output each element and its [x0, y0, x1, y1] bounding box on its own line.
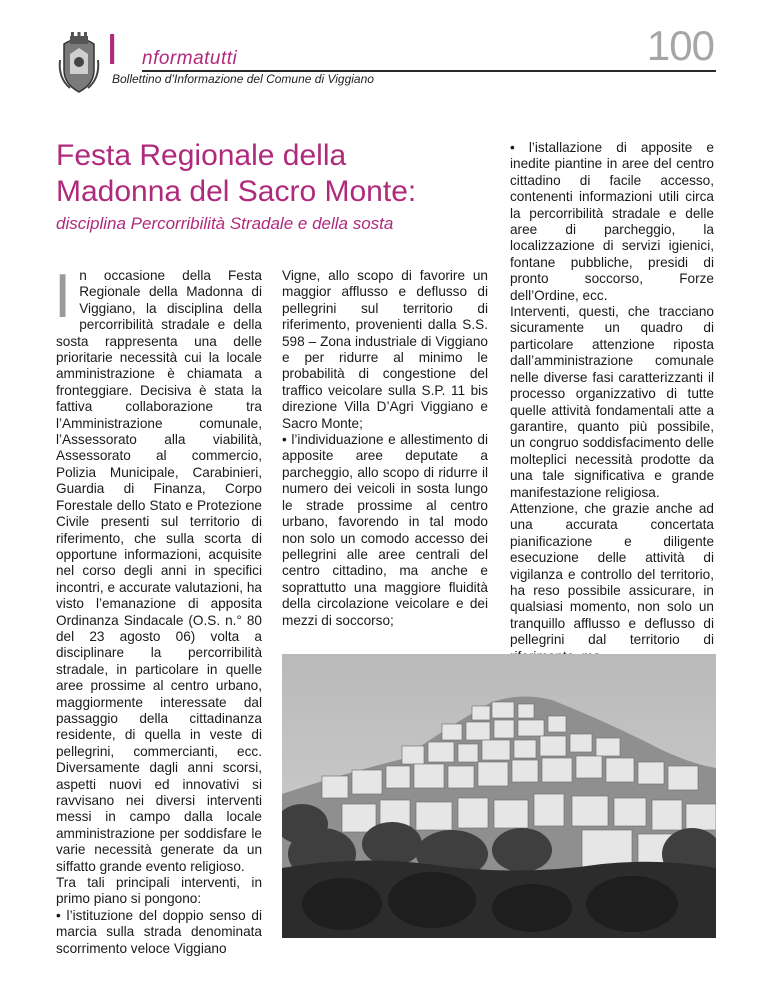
masthead-title: nformatutti: [142, 48, 238, 69]
text-column-2: [282, 268, 488, 629]
town-hillside-photo: [282, 654, 716, 938]
masthead-initial: I: [106, 25, 119, 74]
paragraph: Attenzione, che grazie anche ad una accurata concertata pianificazione e diligente esecuzione delle attività di vigilanza e controllo del territorio, ha reso possibile assicurare, in qualsiasi momento, non solo un tranquillo afflusso e deflusso di pellegrini dal territorio di: [510, 500, 714, 648]
town-crest-logo: [56, 30, 102, 94]
article-subtitle: disciplina Percorribilità Stradale e della sosta: [56, 214, 394, 233]
article-title-line-2: Madonna del Sacro Monte:: [56, 175, 417, 208]
text-column-1: [54, 262, 262, 957]
paragraph: Tra tali principali interventi, in primo piano si pongono:: [56, 875, 262, 907]
paragraph: • l’individuazione e allestimento di apposite aree deputate a parcheggio, allo scopo di ridurre il numero dei veicoli in sosta lungo le strade prossime al centro urbano, favorendo in tal modo non solo un comodo accesso dei pellegrini alle aree centrali del centro cittadino, ma anche e soprattutto una maggiore fluidità della circolazione veicolare e dei mezzi di soccorso;: [282, 432, 488, 628]
article-title-line-1: Festa Regionale della: [56, 139, 347, 172]
drop-cap: I: [54, 262, 72, 331]
article-title: [56, 138, 496, 210]
paragraph: • l’istituzione del doppio senso di marcia sulla strada denominata scorrimento veloce Viggiano: [56, 907, 262, 956]
issue-number: 100: [646, 22, 714, 69]
masthead-subtitle: Bollettino d’Informazione del Comune di Viggiano: [112, 72, 374, 86]
paragraph: Vigne, allo scopo di favorire un maggior afflusso e deflusso di pellegrini sul territorio di riferimento, provenienti dalla S.S. 598 – Zona industriale di Viggiano e per ridurre al minimo le probabilità di congestione del traffico veicolare sulla S.P. 11 bis direzione Villa D’Agri Viggiano e Sacro Monte;: [282, 268, 488, 431]
paragraph: • l’istallazione di apposite e inedite piantine in aree del centro cittadino di facile accesso, contenenti informazioni utili circa la percorribilità stradale e delle aree di parcheggio, la localizzazione di servizi igienici, fontane pubbliche, presidi di pronto soccorso, Forze dell’Ordine, ecc.: [510, 140, 714, 303]
paragraph: Interventi, questi, che tracciano sicuramente un quadro di particolare attenzione riposta dall’amministrazione comunale nelle diverse fasi caratterizzanti il processo organizzativo di tutte quelle attività fondamentali atte a garantire, quanto più possibile, un congruo soddisfacimento delle molteplici necessità prodotte da una tale significativa e grande manifestazione religiosa.: [510, 304, 714, 500]
text-column-3: [510, 140, 714, 665]
paragraph: n occasione della Festa Regionale della Madonna di Viggiano, la disciplina della percorribilità stradale e della sosta rappresenta una delle prioritarie necessità cui la locale amministrazione è chiamata a fronteggiare. Decisiva è stata la fattiva collaborazione tra l’Amministrazione comunale, l’Assessorato alla viabilità, Assessorato al commercio, Polizia Municipale, Carabinieri, Guardia di Finanza, Corpo Forestale dello Stato e Protezione Civile presenti sul territorio di riferimento, che sulla scorta di opportune informazioni, acquisite nel corso degli anni in specifici incontri, e accurate valutazioni, ha visto l’emanazione di apposita Ordinanza Sindacale (O.S. n.° 80 del 23 agosto 06) volta a disciplinare la percorribilità stradale, in particolare in quelle aree prossime al centro urbano, maggiormente interessate dal passaggio della cittadinanza residente, di quella in veste di pellegrini, commercianti, ecc. Diversamente dagli anni scorsi, aspetti nuovi ed innovativi si ravvisano nei diversi interventi messi in campo dalla locale amministrazione per soddisfare le varie necessità generate da un siffatto grande evento religioso.: [56, 268, 262, 874]
